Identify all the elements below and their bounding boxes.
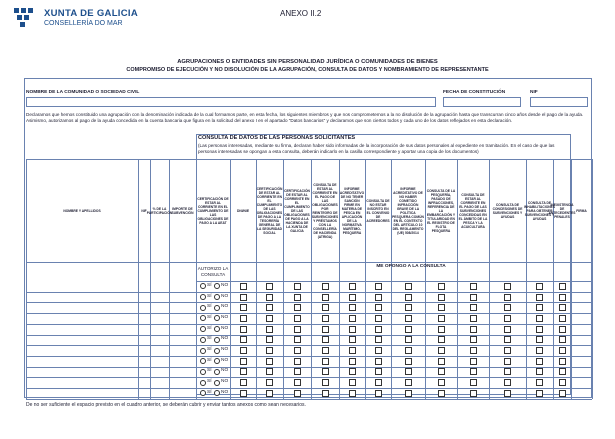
- oppose-checkbox[interactable]: [294, 379, 301, 386]
- xunta-logo-icon: [12, 6, 40, 32]
- no-label: NO: [221, 282, 229, 288]
- oppose-checkbox[interactable]: [438, 336, 445, 343]
- column-header: CONSULTA DE INHABILITACIONES PARA OBTENER SUBVENCIONES Y AYUDAS: [523, 200, 556, 221]
- oppose-checkbox[interactable]: [405, 315, 412, 322]
- annex-label: ANEXO II.2: [280, 9, 322, 18]
- oppose-checkbox[interactable]: [266, 390, 273, 397]
- oppose-checkbox[interactable]: [266, 347, 273, 354]
- no-radio[interactable]: [214, 305, 220, 311]
- oppose-checkbox[interactable]: [266, 379, 273, 386]
- oppose-checkbox[interactable]: [405, 304, 412, 311]
- oppose-label: ME OPONGO A LA CONSULTA: [376, 264, 446, 269]
- no-label: NO: [221, 368, 229, 374]
- yes-label: SÍ: [207, 347, 212, 353]
- row-line: [26, 302, 592, 303]
- oppose-checkbox[interactable]: [559, 315, 566, 322]
- community-name-label: NOMBRE DE LA COMUNIDAD O SOCIEDAD CIVIL: [26, 90, 140, 95]
- oppose-checkbox[interactable]: [405, 283, 412, 290]
- column-line: [592, 159, 593, 399]
- oppose-checkbox[interactable]: [559, 283, 566, 290]
- yes-label: SÍ: [207, 304, 212, 310]
- row-line: [26, 356, 592, 357]
- column-header: CERTIFICACIÓN DE ESTAR AL CORRIENTE EN EL CUMPLIMIENTO DE LAS OBLIGACIONES DE PAGO A LA TESORERÍA GENERAL DE LA SEGURIDAD SOCIAL: [256, 186, 283, 235]
- oppose-checkbox[interactable]: [470, 304, 477, 311]
- oppose-checkbox[interactable]: [266, 315, 273, 322]
- oppose-checkbox[interactable]: [536, 315, 543, 322]
- column-header: CONSULTA DE ESTAR AL CORRIENTE EN EL PAGO DE LAS SUBVENCIONES CONCEDIDAS EN EL ÁMBITO DE LA PESCA Y LA ACUICULTURA: [458, 192, 488, 229]
- oppose-checkbox[interactable]: [240, 283, 247, 290]
- oppose-checkbox[interactable]: [266, 326, 273, 333]
- oppose-checkbox[interactable]: [405, 368, 412, 375]
- oppose-checkbox[interactable]: [559, 368, 566, 375]
- yes-radio[interactable]: [200, 380, 206, 386]
- row-line: [26, 377, 592, 378]
- oppose-checkbox[interactable]: [349, 358, 356, 365]
- oppose-checkbox[interactable]: [322, 336, 329, 343]
- oppose-checkbox[interactable]: [349, 368, 356, 375]
- oppose-checkbox[interactable]: [504, 304, 511, 311]
- oppose-checkbox[interactable]: [375, 368, 382, 375]
- oppose-checkbox[interactable]: [504, 368, 511, 375]
- oppose-checkbox[interactable]: [559, 326, 566, 333]
- oppose-checkbox[interactable]: [536, 336, 543, 343]
- oppose-checkbox[interactable]: [294, 336, 301, 343]
- yes-radio[interactable]: [200, 337, 206, 343]
- oppose-checkbox[interactable]: [470, 358, 477, 365]
- yes-label: SÍ: [207, 368, 212, 374]
- oppose-checkbox[interactable]: [405, 379, 412, 386]
- oppose-checkbox[interactable]: [322, 294, 329, 301]
- yes-radio[interactable]: [200, 348, 206, 354]
- oppose-checkbox[interactable]: [266, 283, 273, 290]
- oppose-checkbox[interactable]: [240, 294, 247, 301]
- no-label: NO: [221, 325, 229, 331]
- oppose-checkbox[interactable]: [266, 294, 273, 301]
- yes-radio[interactable]: [200, 369, 206, 375]
- yes-label: SÍ: [207, 336, 212, 342]
- yes-label: SÍ: [207, 357, 212, 363]
- oppose-checkbox[interactable]: [504, 358, 511, 365]
- oppose-checkbox[interactable]: [349, 336, 356, 343]
- org-name: XUNTA DE GALICIA: [44, 8, 138, 19]
- oppose-checkbox[interactable]: [504, 326, 511, 333]
- no-radio[interactable]: [214, 348, 220, 354]
- oppose-checkbox[interactable]: [322, 379, 329, 386]
- oppose-checkbox[interactable]: [536, 304, 543, 311]
- oppose-checkbox[interactable]: [536, 358, 543, 365]
- oppose-checkbox[interactable]: [504, 336, 511, 343]
- no-label: NO: [221, 379, 229, 385]
- oppose-checkbox[interactable]: [438, 294, 445, 301]
- no-label: NO: [221, 389, 229, 395]
- column-header: NIF: [141, 208, 147, 213]
- oppose-checkbox[interactable]: [504, 390, 511, 397]
- oppose-checkbox[interactable]: [438, 390, 445, 397]
- no-label: NO: [221, 347, 229, 353]
- oppose-checkbox[interactable]: [322, 283, 329, 290]
- oppose-checkbox[interactable]: [294, 283, 301, 290]
- oppose-checkbox[interactable]: [405, 358, 412, 365]
- oppose-checkbox[interactable]: [349, 283, 356, 290]
- oppose-checkbox[interactable]: [294, 390, 301, 397]
- oppose-checkbox[interactable]: [559, 294, 566, 301]
- column-header: CERTIFICACIÓN DE ESTAR AL CORRIENTE EN EL CUMPLIMIENTO DE LAS OBLIGACIONES DE PAGO A LA AEAT: [197, 196, 229, 225]
- no-radio[interactable]: [214, 369, 220, 375]
- oppose-checkbox[interactable]: [266, 304, 273, 311]
- oppose-checkbox[interactable]: [470, 390, 477, 397]
- oppose-checkbox[interactable]: [470, 326, 477, 333]
- column-header: % DE LA PARTICIPACIÓN: [146, 206, 173, 215]
- oppose-checkbox[interactable]: [438, 315, 445, 322]
- oppose-checkbox[interactable]: [294, 304, 301, 311]
- no-label: NO: [221, 293, 229, 299]
- oppose-checkbox[interactable]: [504, 315, 511, 322]
- consult-note: (Las personas interesadas, mediante su firma, declaran haber sido informadas de la incorporación de sus datos personales al expediente en tramitación. En el caso de que las personas interesadas se opongan a esta consulta, deberán indicarlo en la casilla correspondiente y aportar una copia de los documentos): [198, 143, 555, 154]
- oppose-checkbox[interactable]: [349, 304, 356, 311]
- oppose-checkbox[interactable]: [266, 368, 273, 375]
- row-line: [26, 313, 592, 314]
- oppose-checkbox[interactable]: [240, 379, 247, 386]
- column-header: DNI/NIE: [236, 208, 250, 213]
- row-line: [26, 367, 592, 368]
- row-line: [26, 292, 592, 293]
- oppose-checkbox[interactable]: [294, 326, 301, 333]
- oppose-checkbox[interactable]: [294, 358, 301, 365]
- row-line: [26, 388, 592, 389]
- footer-note: De no ser suficiente el espacio previsto en el cuadro anterior, se deberán cubrir y enviar tantos anexos como sean necesarios.: [26, 402, 306, 408]
- oppose-checkbox[interactable]: [375, 347, 382, 354]
- column-header: CONSULTA DE ESTAR AL CORRIENTE EN EL PAGO DE LAS OBLIGACIONES POR REINTEGRO DE SUBVENCIONES Y PRÉSTAMOS CON LA CONSELLERÍA DE HACIENDA (ATRIGA): [311, 182, 339, 239]
- no-label: NO: [221, 314, 229, 320]
- form-subtitle: COMPROMISO DE EJECUCIÓN Y NO DISOLUCIÓN DE LA AGRUPACIÓN, CONSULTA DE DATOS Y NOMBRAMIENTO DE REPRESENTANTE: [126, 67, 489, 73]
- column-header: IMPORTE DE SUBVENCIÓN: [171, 206, 194, 215]
- oppose-checkbox[interactable]: [536, 390, 543, 397]
- oppose-checkbox[interactable]: [375, 336, 382, 343]
- yes-label: SÍ: [207, 282, 212, 288]
- oppose-checkbox[interactable]: [438, 304, 445, 311]
- oppose-checkbox[interactable]: [405, 347, 412, 354]
- yes-label: SÍ: [207, 379, 212, 385]
- authorize-label: AUTORIZO LA CONSULTA: [197, 266, 229, 277]
- oppose-checkbox[interactable]: [375, 390, 382, 397]
- oppose-checkbox[interactable]: [375, 294, 382, 301]
- oppose-checkbox[interactable]: [349, 326, 356, 333]
- oppose-checkbox[interactable]: [438, 368, 445, 375]
- oppose-checkbox[interactable]: [405, 294, 412, 301]
- department-name: CONSELLERÍA DO MAR: [44, 20, 123, 27]
- column-header: FIRMA: [576, 208, 587, 213]
- oppose-checkbox[interactable]: [536, 283, 543, 290]
- oppose-checkbox[interactable]: [240, 347, 247, 354]
- column-header: CONSULTA DE NO ESTAR INSCRITO EN EL CONVENIO DE ACREEDORES: [366, 198, 390, 223]
- oppose-checkbox[interactable]: [322, 368, 329, 375]
- oppose-checkbox[interactable]: [322, 315, 329, 322]
- column-header: CERTIFICACIÓN DE ESTAR AL CORRIENTE EN EL CUMPLIMIENTO DE LAS OBLIGACIONES DE PAGO A LA HACIENDA DE LA XUNTA DE GALICIA: [284, 188, 310, 233]
- oppose-checkbox[interactable]: [322, 390, 329, 397]
- oppose-checkbox[interactable]: [470, 283, 477, 290]
- column-header: INEXISTENCIA DE ANTECEDENTES PENALES: [548, 202, 576, 219]
- oppose-checkbox[interactable]: [349, 347, 356, 354]
- constitution-date-field[interactable]: [443, 97, 521, 107]
- oppose-checkbox[interactable]: [536, 347, 543, 354]
- oppose-checkbox[interactable]: [536, 294, 543, 301]
- yes-radio[interactable]: [200, 294, 206, 300]
- oppose-checkbox[interactable]: [294, 368, 301, 375]
- oppose-checkbox[interactable]: [504, 379, 511, 386]
- consult-title: CONSULTA DE DATOS DE LAS PERSONAS SOLICITANTES: [198, 135, 356, 141]
- oppose-checkbox[interactable]: [405, 326, 412, 333]
- oppose-checkbox[interactable]: [438, 283, 445, 290]
- oppose-checkbox[interactable]: [375, 379, 382, 386]
- table-bottom-line: [26, 399, 592, 400]
- no-radio[interactable]: [214, 294, 220, 300]
- no-label: NO: [221, 304, 229, 310]
- oppose-checkbox[interactable]: [405, 390, 412, 397]
- oppose-checkbox[interactable]: [405, 336, 412, 343]
- no-label: NO: [221, 336, 229, 342]
- oppose-checkbox[interactable]: [559, 358, 566, 365]
- yes-label: SÍ: [207, 314, 212, 320]
- oppose-checkbox[interactable]: [470, 368, 477, 375]
- form-title: AGRUPACIONES O ENTIDADES SIN PERSONALIDAD JURÍDICA O COMUNIDADES DE BIENES: [177, 59, 438, 65]
- yes-radio[interactable]: [200, 305, 206, 311]
- row-line: [26, 324, 592, 325]
- oppose-checkbox[interactable]: [559, 379, 566, 386]
- oppose-checkbox[interactable]: [375, 315, 382, 322]
- oppose-checkbox[interactable]: [438, 326, 445, 333]
- oppose-checkbox[interactable]: [240, 304, 247, 311]
- oppose-checkbox[interactable]: [536, 368, 543, 375]
- oppose-checkbox[interactable]: [438, 347, 445, 354]
- yes-label: SÍ: [207, 325, 212, 331]
- oppose-checkbox[interactable]: [504, 294, 511, 301]
- oppose-checkbox[interactable]: [504, 283, 511, 290]
- oppose-checkbox[interactable]: [240, 315, 247, 322]
- oppose-checkbox[interactable]: [438, 358, 445, 365]
- row-line: [26, 335, 592, 336]
- oppose-checkbox[interactable]: [375, 304, 382, 311]
- oppose-checkbox[interactable]: [349, 379, 356, 386]
- column-header: INFORME ACREDITATIVO DE NO TENER SANCIÓN FIRME EN MATERIA DE PESCA EN APLICACIÓN DE LA NORMATIVA MARÍTIMO-PESQUERA: [339, 186, 365, 235]
- oppose-checkbox[interactable]: [322, 304, 329, 311]
- oppose-checkbox[interactable]: [536, 326, 543, 333]
- oppose-checkbox[interactable]: [240, 368, 247, 375]
- oppose-checkbox[interactable]: [266, 358, 273, 365]
- oppose-checkbox[interactable]: [240, 326, 247, 333]
- yes-label: SÍ: [207, 389, 212, 395]
- oppose-checkbox[interactable]: [349, 390, 356, 397]
- column-header: NOMBRE Y APELLIDOS: [63, 208, 101, 213]
- oppose-checkbox[interactable]: [294, 315, 301, 322]
- oppose-checkbox[interactable]: [559, 390, 566, 397]
- oppose-checkbox[interactable]: [536, 379, 543, 386]
- oppose-checkbox[interactable]: [470, 315, 477, 322]
- oppose-checkbox[interactable]: [349, 294, 356, 301]
- oppose-checkbox[interactable]: [349, 315, 356, 322]
- declaration-text: Declaramos que hemos constituido una agrupación con la denominación indicada de la cual formamos parte, en esta fecha, los siguientes miembros y que nos comprometemos a la no disolución de la agrupación hasta que transcurran cinco años desde el pago de la ayuda. Asimismo, autorizamos al pago de la ayuda concedida en la cuenta bancaria que figura en la solicitud del anexo I en el apartado "Datos bancarios" y declaramos que son ciertos todos y cada uno de los datos reflejados en esta declaración.: [26, 112, 584, 123]
- oppose-checkbox[interactable]: [322, 358, 329, 365]
- no-radio[interactable]: [214, 337, 220, 343]
- oppose-checkbox[interactable]: [240, 336, 247, 343]
- column-header: CONSULTA DE CONCESIONES DE SUBVENCIONES Y AYUDAS: [492, 202, 523, 219]
- oppose-checkbox[interactable]: [559, 336, 566, 343]
- yes-label: SÍ: [207, 293, 212, 299]
- oppose-checkbox[interactable]: [322, 326, 329, 333]
- oppose-checkbox[interactable]: [240, 358, 247, 365]
- no-label: NO: [221, 357, 229, 363]
- oppose-checkbox[interactable]: [470, 347, 477, 354]
- no-radio[interactable]: [214, 380, 220, 386]
- nif-label: NIF: [530, 90, 538, 95]
- oppose-checkbox[interactable]: [375, 326, 382, 333]
- oppose-checkbox[interactable]: [470, 379, 477, 386]
- oppose-checkbox[interactable]: [470, 336, 477, 343]
- oppose-checkbox[interactable]: [438, 379, 445, 386]
- oppose-checkbox[interactable]: [375, 283, 382, 290]
- oppose-checkbox[interactable]: [375, 358, 382, 365]
- oppose-checkbox[interactable]: [294, 347, 301, 354]
- constitution-date-label: FECHA DE CONSTITUCIÓN: [443, 90, 506, 95]
- oppose-checkbox[interactable]: [240, 390, 247, 397]
- oppose-checkbox[interactable]: [504, 347, 511, 354]
- column-header: CONSULTA DE LA PESQUERÍA, PASADO DE INFRACCIONES, REFERENCIA DE LA EMBARCACIÓN Y TITULARIDAD EN EL REGISTRO DE FLOTA PESQUERA: [426, 188, 456, 233]
- oppose-checkbox[interactable]: [294, 294, 301, 301]
- oppose-checkbox[interactable]: [559, 304, 566, 311]
- column-header: INFORME ACREDITATIVO DE NO HABER COMETIDO INFRACCIÓN GRAVE DE LA POLÍTICA PESQUERA COMÚN EN EL CONTEXTO DEL ARTÍCULO 10 DEL REGLAMENTO (UE) 508/2014: [392, 186, 424, 235]
- oppose-checkbox[interactable]: [470, 294, 477, 301]
- nif-field[interactable]: [530, 97, 588, 107]
- community-name-field[interactable]: [26, 97, 436, 107]
- oppose-checkbox[interactable]: [322, 347, 329, 354]
- oppose-checkbox[interactable]: [559, 347, 566, 354]
- row-line: [26, 345, 592, 346]
- oppose-checkbox[interactable]: [266, 336, 273, 343]
